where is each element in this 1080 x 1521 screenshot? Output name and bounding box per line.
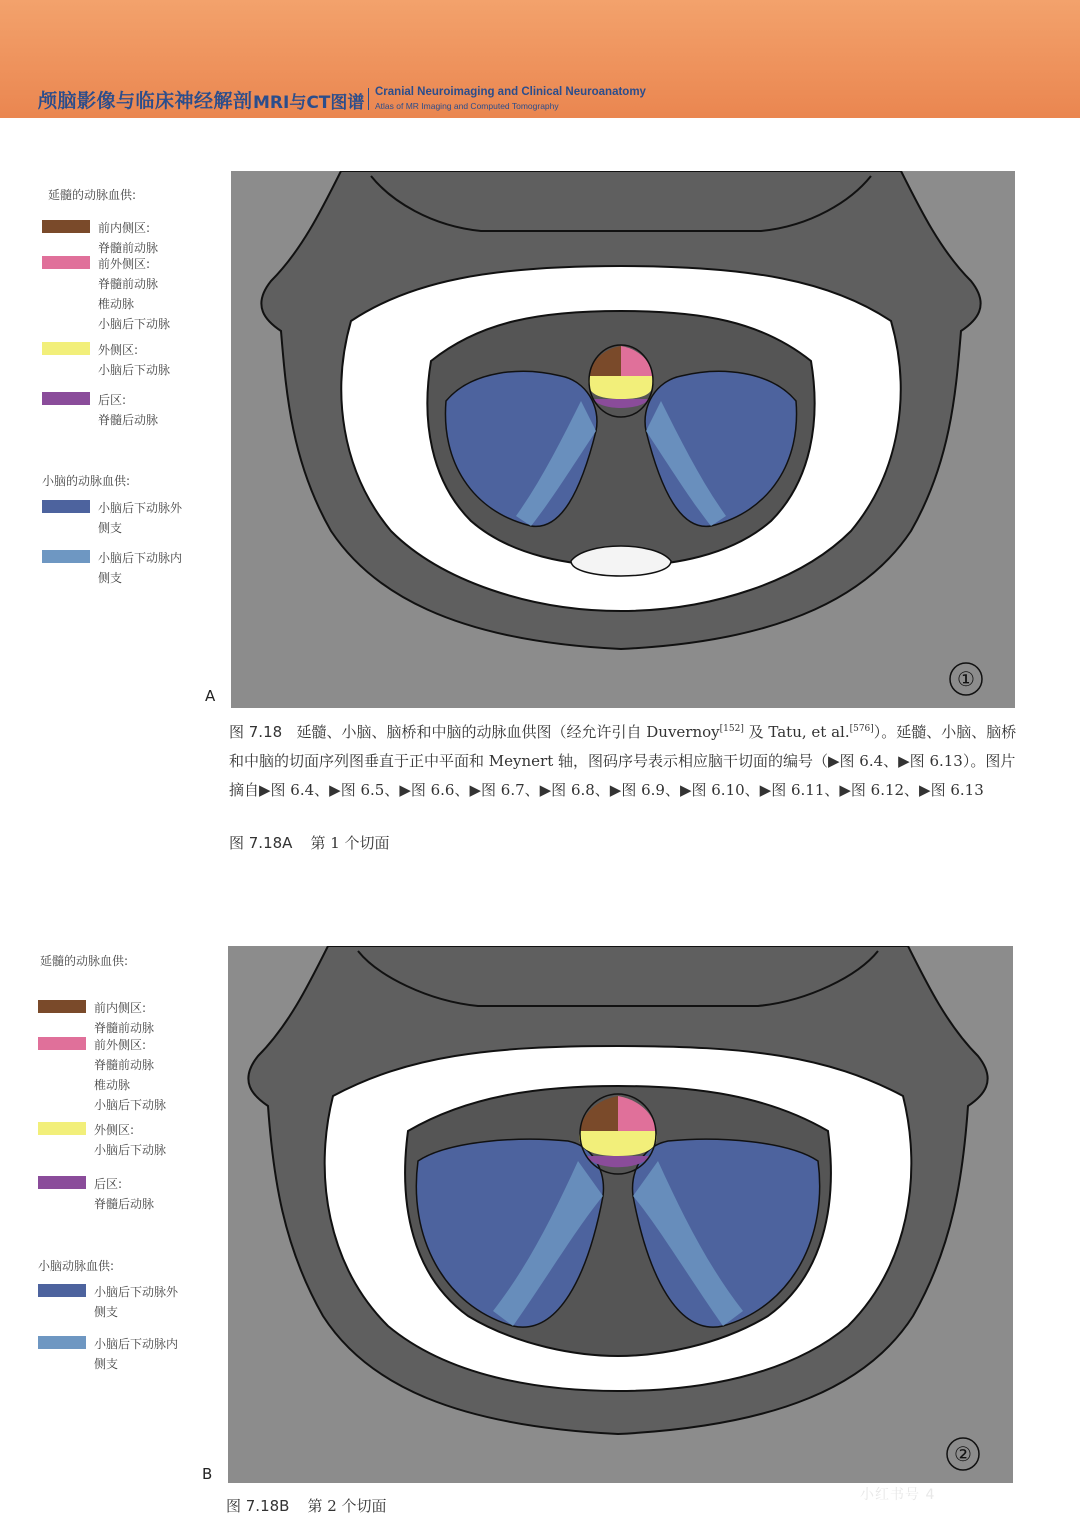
color-swatch — [38, 1037, 86, 1050]
caption-text-3: ）。延髓、小脑、脑桥和中脑的切面序列图垂直于正中平面和 Meynert 轴，图码序号表示相应脑干切面的编号（▶图 6.4、▶图 6.13）。图片摘自▶图 6.4、▶图 6.5、▶图 6.6、▶图 6.7、▶图 6.8、▶图 6.9、▶图 6.10、▶图 6.11、▶图 6.12、▶图 6.13 — [229, 723, 1017, 799]
caption-title: 延髓、小脑、脑桥和中脑的动脉血供图 — [296, 723, 552, 741]
header-divider — [368, 88, 369, 110]
subcaption-a: 图 7.18A 第 1 个切面 — [229, 834, 390, 852]
book-subtitle-cn: MRI与CT图谱 — [253, 93, 365, 113]
caption-ref-1: [152] — [719, 724, 744, 734]
caption-fig-label: 图 7.18 — [229, 723, 283, 741]
legend-medulla-title: 延髓的动脉血供: — [48, 188, 137, 202]
legend-medulla-title: 延髓的动脉血供: — [40, 954, 129, 968]
section-number: ② — [954, 1442, 972, 1466]
color-swatch — [38, 1336, 86, 1349]
color-swatch — [42, 550, 90, 563]
color-swatch — [42, 500, 90, 513]
legend-cerebellum-title: 小脑动脉血供: — [38, 1259, 115, 1273]
figure-b-illustration — [228, 946, 1013, 1483]
color-swatch — [38, 1000, 86, 1013]
book-subtitle-en: Atlas of MR Imaging and Computed Tomography — [375, 101, 559, 111]
color-swatch — [38, 1176, 86, 1189]
legend-b: 延髓的动脉血供: 前内侧区: 脊髓前动脉 前外侧区: 脊髓前动脉 椎动脉 小脑后下动脉 外侧区: 小脑后下动脉 后区: 脊髓后动脉 小脑动脉血供: 小脑后下动脉外 侧支 小脑后下动脉内 侧支 — [38, 954, 179, 1371]
color-swatch — [42, 392, 90, 405]
legend-cerebellum-title: 小脑的动脉血供: — [42, 474, 131, 488]
color-swatch — [38, 1122, 86, 1135]
medulla-section-2-drawing — [228, 946, 1013, 1483]
color-swatch — [42, 342, 90, 355]
subcaption-b: 图 7.18B 第 2 个切面 — [226, 1497, 387, 1515]
caption-text-1: （经允许引自 Duvernoy — [551, 723, 720, 741]
page-header — [0, 0, 1080, 118]
watermark-text: 小红书号 4 — [860, 1487, 936, 1503]
panel-letter-b: B — [202, 1465, 213, 1483]
color-swatch — [38, 1284, 86, 1297]
book-title-cn: 颅脑影像与临床神经解剖 — [38, 90, 253, 112]
book-title-en: Cranial Neuroimaging and Clinical Neuroanatomy — [375, 86, 646, 98]
caption-ref-2: [576] — [849, 724, 874, 734]
legend-a: 延髓的动脉血供: 前内侧区: 脊髓前动脉 前外侧区: 脊髓前动脉 椎动脉 小脑后下动脉 外侧区: 小脑后下动脉 后区: 脊髓后动脉 小脑的动脉血供: 小脑后下动脉外 侧支 小脑后下动脉内 侧支 — [42, 188, 183, 585]
color-swatch — [42, 256, 90, 269]
figure-caption — [229, 715, 1029, 805]
caption-text-2: 及 Tatu, et al. — [743, 723, 850, 741]
figure-a-illustration — [231, 171, 1015, 708]
color-swatch — [42, 220, 90, 233]
section-number: ① — [957, 667, 975, 691]
medulla-section-1-drawing — [231, 171, 1015, 708]
panel-letter-a: A — [205, 687, 216, 705]
